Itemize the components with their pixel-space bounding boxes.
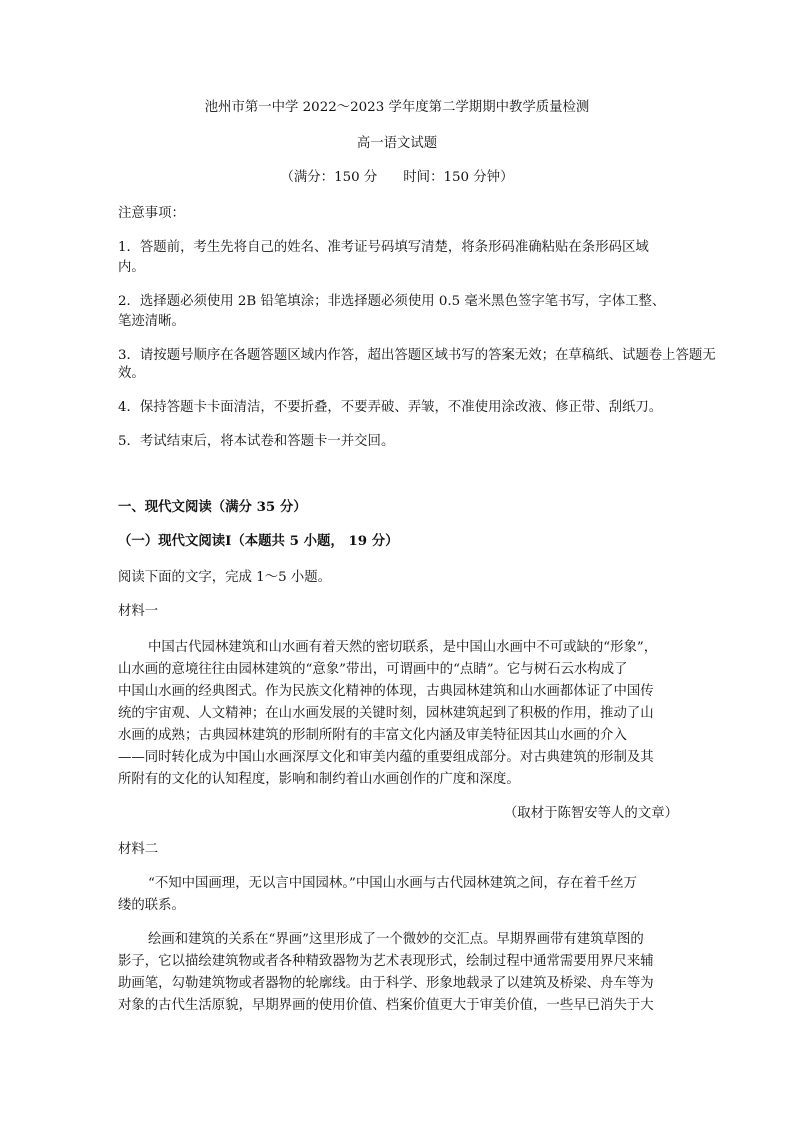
material-2-p1-line: 缕的联系。 xyxy=(118,898,185,913)
notice-item-3-line-2: 效。 xyxy=(118,366,145,381)
material-1-line: 山水画的意境往往由园林建筑的“意象”带出，可谓画中的“点睛”。它与树石云水构成了 xyxy=(118,662,628,677)
section-subheading: （一）现代文阅读Ⅰ（本题共 5 小题， 19 分） xyxy=(118,533,399,549)
notice-item-5: 5．考试结束后，将本试卷和答题卡一并交回。 xyxy=(118,434,395,449)
section-instruction: 阅读下面的文字，完成 1～5 小题。 xyxy=(118,570,332,585)
section-heading: 一、现代文阅读（满分 35 分） xyxy=(118,499,307,515)
material-2-p1-line: “不知中国画理，无以言中国园林。”中国山水画与古代园林建筑之间，存在着千丝万 xyxy=(148,876,638,891)
notice-item-2-line-1: 2．选择题必须使用 2B 铅笔填涂；非选择题必须使用 0.5 毫米黑色签字笔书写，字体工整、 xyxy=(118,294,666,309)
material-1-line: 水画的成熟；古典园林建筑的形制所附有的丰富文化内涵及审美特征因其山水画的介入 xyxy=(118,728,627,743)
material-1-line: 中国山水画的经典图式。作为民族文化精神的体现，古典园林建筑和山水画都体证了中国传 xyxy=(118,684,654,699)
material-1-line: 中国古代园林建筑和山水画有着天然的密切联系，是中国山水画中不可或缺的“形象”， xyxy=(148,640,658,655)
notice-item-2-line-2: 笔迹清晰。 xyxy=(118,314,185,329)
score-text: （满分：150 分 xyxy=(280,170,378,185)
notice-item-1-line-2: 内。 xyxy=(118,260,145,275)
material-1-source: （取材于陈智安等人的文章） xyxy=(503,806,678,821)
notice-item-3-line-1: 3．请按题号顺序在各题答题区域内作答，超出答题区域书写的答案无效；在草稿纸、试题卷上答题无 xyxy=(118,348,716,363)
material-1-line: 所附有的文化的认知程度，影响和制约着山水画创作的广度和深度。 xyxy=(118,772,520,787)
exam-title: 池州市第一中学 2022～2023 学年度第二学期期中教学质量检测 xyxy=(204,100,590,115)
material-1-line: 统的宇宙观、人文精神；在山水画发展的关键时刻，园林建筑起到了积极的作用，推动了山 xyxy=(118,706,654,721)
notice-item-4: 4．保持答题卡卡面清洁，不要折叠，不要弄破、弄皱，不准使用涂改液、修正带、刮纸刀。 xyxy=(118,400,663,415)
notice-item-1-line-1: 1．答题前，考生先将自己的姓名、准考证号码填写清楚，将条形码准确粘贴在条形码区域 xyxy=(118,240,649,255)
material-2-label: 材料二 xyxy=(118,842,159,857)
exam-subtitle: 高一语文试题 xyxy=(356,136,438,151)
material-2-p2-line: 绘画和建筑的关系在“界画”这里形成了一个微妙的交汇点。早期界画带有建筑草图的 xyxy=(148,932,644,947)
exam-score-time xyxy=(0,166,794,185)
material-2-p2-line: 对象的古代生活原貌，早期界画的使用价值、档案价值更大于审美价值，一些早已消失于大 xyxy=(118,998,654,1013)
time-text: 时间：150 分钟） xyxy=(403,170,514,185)
material-1-line: ——同时转化成为中国山水画深厚文化和审美内蕴的重要组成部分。对古典建筑的形制及其 xyxy=(118,750,654,765)
material-2-p2-line: 影子，它以描绘建筑物或者各种精致器物为艺术表现形式，绘制过程中通常需要用界尺来辅 xyxy=(118,954,654,969)
material-1-label: 材料一 xyxy=(118,604,159,619)
notice-heading: 注意事项： xyxy=(118,206,185,221)
material-2-p2-line: 助画笔，勾勒建筑物或者器物的轮廓线。由于科学、形象地载录了以建筑及桥梁、舟车等为 xyxy=(118,976,654,991)
